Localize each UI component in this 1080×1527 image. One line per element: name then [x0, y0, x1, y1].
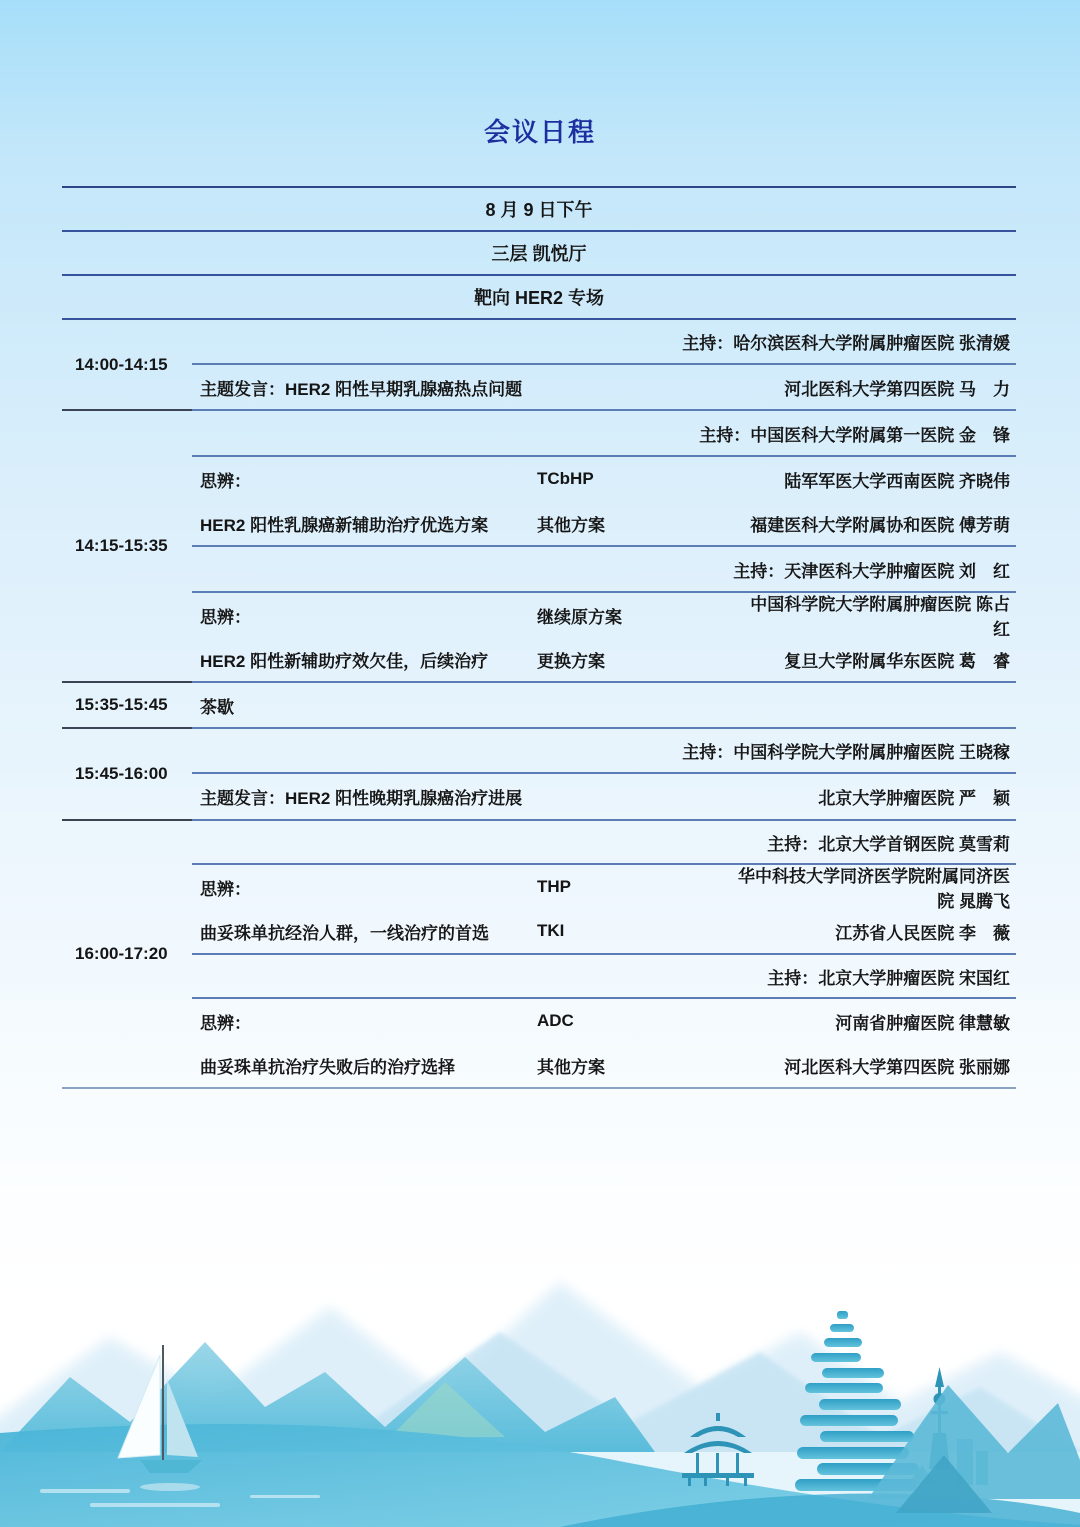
time-label: 14:15-15:35 [62, 411, 192, 683]
time-label: 15:45-16:00 [62, 729, 192, 821]
option-speaker: 中国科学院大学附属肿瘤医院 陈占红 [750, 595, 1010, 639]
talk-speaker: 河北医科大学第四医院 马 力 [784, 379, 1010, 399]
option-speaker: 复旦大学附属华东医院 葛 睿 [784, 651, 1010, 671]
moderator-row: 主持：北京大学肿瘤医院 宋国红 [192, 955, 1016, 999]
block-content [192, 821, 1016, 1089]
session-track: 靶向 HER2 专场 [62, 276, 1016, 320]
debate-row [192, 1043, 1016, 1087]
option-speaker: 华中科技大学同济医学院附属同济医院 晁腾飞 [738, 867, 1010, 911]
debate-group [192, 593, 1016, 681]
moderator-row: 主持：中国医科大学附属第一医院 金 锋 [192, 411, 1016, 457]
block-content [192, 729, 1016, 821]
time-label: 16:00-17:20 [62, 821, 192, 1089]
debate-row [192, 909, 1016, 953]
option-speaker: 福建医科大学附属协和医院 傅芳萌 [750, 515, 1010, 535]
block-content [192, 411, 1016, 683]
option-label: THP [537, 877, 571, 896]
moderator-row: 主持：中国科学院大学附属肿瘤医院 王晓稼 [192, 729, 1016, 774]
schedule-block-1545 [62, 729, 1016, 821]
debate-row [192, 501, 1016, 545]
debate-group [192, 999, 1016, 1087]
session-venue: 三层 凯悦厅 [62, 232, 1016, 276]
debate-row [192, 457, 1016, 501]
talk-title: 主题发言：HER2 阳性早期乳腺癌热点问题 [200, 379, 523, 399]
agenda-table [62, 186, 1016, 1089]
option-label: 其他方案 [537, 1057, 605, 1077]
debate-row [192, 593, 1016, 637]
option-label: 更换方案 [537, 651, 605, 671]
debate-prefix: 思辨： [200, 879, 251, 899]
debate-row [192, 865, 1016, 909]
option-label: 其他方案 [537, 515, 605, 535]
option-speaker: 陆军军医大学西南医院 齐晓伟 [784, 471, 1010, 491]
debate-title: 曲妥珠单抗经治人群，一线治疗的首选 [200, 923, 489, 943]
debate-title: HER2 阳性新辅助疗效欠佳，后续治疗 [200, 651, 489, 671]
option-label: TKI [537, 921, 565, 940]
time-label: 15:35-15:45 [62, 683, 192, 729]
option-label: 继续原方案 [537, 607, 622, 627]
option-label: ADC [537, 1011, 574, 1030]
debate-title: 曲妥珠单抗治疗失败后的治疗选择 [200, 1057, 455, 1077]
session-date: 8 月 9 日下午 [62, 188, 1016, 232]
debate-group [192, 865, 1016, 955]
moderator-row: 主持：天津医科大学肿瘤医院 刘 红 [192, 547, 1016, 593]
option-speaker: 江苏省人民医院 李 薇 [835, 923, 1010, 943]
block-content [192, 320, 1016, 411]
option-speaker: 河南省肿瘤医院 律慧敏 [835, 1013, 1010, 1033]
debate-prefix: 思辨： [200, 607, 251, 627]
watercolor-landscape-art [0, 1227, 1080, 1527]
debate-prefix: 思辨： [200, 1013, 251, 1033]
option-speaker: 河北医科大学第四医院 张丽娜 [784, 1057, 1010, 1077]
debate-prefix: 思辨： [200, 471, 251, 491]
option-label: TCbHP [537, 469, 594, 488]
talk-row [192, 365, 1016, 409]
talk-row [192, 774, 1016, 819]
time-label: 14:00-14:15 [62, 320, 192, 411]
talk-speaker: 北京大学肿瘤医院 严 颖 [818, 789, 1010, 808]
schedule-block-1415 [62, 411, 1016, 683]
tea-break-label: 茶歇 [200, 697, 234, 717]
moderator-row: 主持：北京大学首钢医院 莫雪莉 [192, 821, 1016, 865]
talk-title: 主题发言：HER2 阳性晚期乳腺癌治疗进展 [200, 789, 523, 808]
debate-row [192, 999, 1016, 1043]
moderator-row: 主持：哈尔滨医科大学附属肿瘤医院 张清媛 [192, 320, 1016, 365]
debate-row [192, 637, 1016, 681]
schedule-block-1600 [62, 821, 1016, 1089]
debate-group [192, 457, 1016, 547]
schedule-block-break [62, 683, 1016, 729]
debate-title: HER2 阳性乳腺癌新辅助治疗优选方案 [200, 515, 489, 535]
schedule-block-1400 [62, 320, 1016, 411]
page-title: 会议日程 [483, 117, 596, 147]
block-content [192, 683, 1016, 729]
